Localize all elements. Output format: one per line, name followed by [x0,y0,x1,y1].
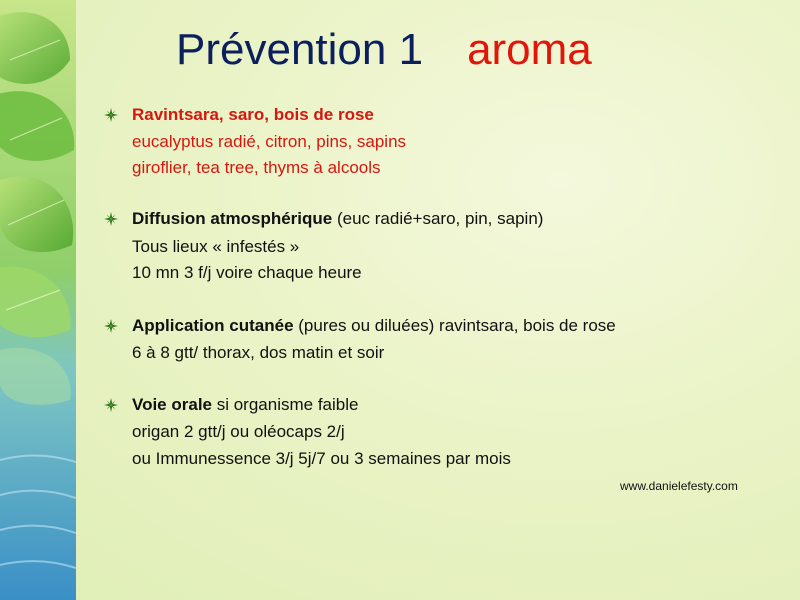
section-4-line-1: Voie orale si organisme faible [132,395,359,414]
leaf-bullet-icon [104,108,118,122]
section-3-line-2: 6 à 8 gtt/ thorax, dos matin et soir [132,343,385,362]
section-1-line-1: Ravintsara, saro, bois de rose [132,105,374,124]
section-2-line-1: Diffusion atmosphérique (euc radié+saro, pin, sapin) [132,209,544,228]
section-4-line-2: origan 2 gtt/j ou oléocaps 2/j [132,422,345,441]
section-4-line-3: ou Immunessence 3/j 5j/7 ou 3 semaines par mois [132,449,511,468]
section-2-line-2: Tous lieux « infestés » [132,237,300,256]
leaf-bullet-icon [104,319,118,333]
leaf-decoration [0,0,76,600]
title-main: Prévention 1 [176,25,424,74]
section-1-line-2: eucalyptus radié, citron, pins, sapins [132,132,407,151]
title-accent: aroma [467,25,592,74]
leaf-decoration-art [0,0,76,600]
section-3-line-1: Application cutanée (pures ou diluées) ravintsara, bois de rose [132,316,616,335]
footer-url: www.danielefesty.com [620,479,738,493]
leaf-bullet-icon [104,398,118,412]
page-title [176,24,592,76]
leaf-bullet-icon [104,212,118,226]
section-2-line-3: 10 mn 3 f/j voire chaque heure [132,263,362,282]
section-1-line-3: giroflier, tea tree, thyms à alcools [132,158,381,177]
